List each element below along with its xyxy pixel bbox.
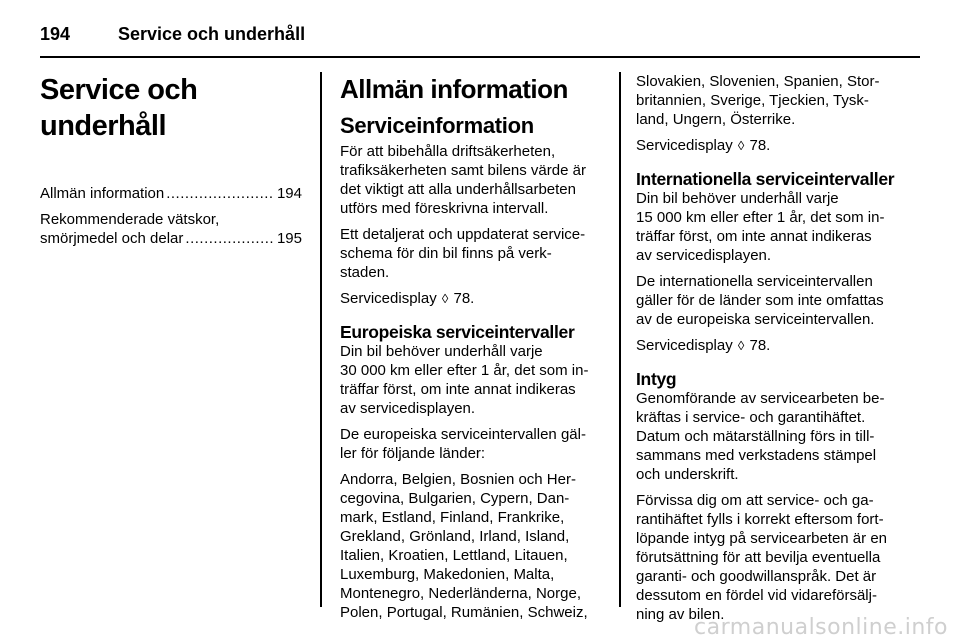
paragraph: För att bibehålla driftsäkerheten, trafiksäkerheten samt bilens värde är det viktigt att alla underhållsarbeten utförs med föreskrivna intervall. (340, 143, 586, 217)
paragraph: De internationella serviceintervallen gäller för de länder som inte omfattas av de europeiska serviceintervallen. (636, 273, 884, 328)
reference-text: Servicedisplay (636, 337, 733, 354)
paragraph: Din bil behöver underhåll varje 15 000 km eller efter 1 år, det som in- träffar först, om inte annat indikeras av servicedisplayen. (636, 190, 885, 264)
column-3 (636, 72, 902, 624)
toc-page: 194 (276, 185, 302, 202)
toc-label: Allmän information (40, 185, 165, 202)
reference-page: 78. (453, 290, 475, 307)
running-title: Service och underhåll (118, 24, 306, 44)
subsection-title: Serviceinformation (340, 113, 534, 138)
paragraph: Ett detaljerat och uppdaterat service- schema för din bil finns på verk- staden. (340, 226, 586, 281)
paragraph: De europeiska serviceintervallen gäl- ler för följande länder: (340, 426, 586, 462)
subsection-title: Intyg (636, 369, 677, 389)
cross-reference[interactable] (636, 336, 902, 355)
subsection-title: Internationella serviceintervaller (636, 169, 895, 189)
toc-label-line: Rekommenderade vätskor, (40, 211, 220, 228)
reference-arrow-icon: ◊ (737, 338, 745, 353)
reference-page: 78. (749, 137, 771, 154)
chapter-title: Service och underhåll (40, 74, 198, 142)
reference-text: Servicedisplay (636, 137, 733, 154)
column-1 (40, 72, 302, 255)
reference-page: 78. (749, 337, 771, 354)
header-rule (40, 56, 920, 58)
subsection-title: Europeiska serviceintervaller (340, 322, 575, 342)
paragraph: Genomförande av servicearbeten be- kräftas i service- och garantihäftet. Datum och mätarställning förs in till- sammans med verkstadens stämpel och underskrift. (636, 390, 885, 483)
watermark: carmanualsonline.info (694, 615, 948, 640)
country-list: Andorra, Belgien, Bosnien och Her- cegovina, Bulgarien, Cypern, Dan- mark, Estland, Finland, Frankrike, Grekland, Grönland, Irland, Island, Italien, Kroatien, Lettland, Litauen, Luxemburg, Makedonien, Malta, Montenegro, Nederländerna, Norge, Polen, Portugal, Rumänien, Schweiz, (340, 471, 588, 621)
column-divider (320, 72, 322, 607)
toc-entry[interactable] (40, 184, 302, 203)
paragraph: Förvissa dig om att service- och ga- rantihäftet fylls i korrekt eftersom fort- löpande intyg på servicearbeten är en förutsättning för att bevilja eventuella garanti- och goodwillanspråk. Det är dessutom en fördel vid vidareförsälj- ning av bilen. (636, 492, 888, 623)
page-header (40, 18, 920, 58)
column-2 (340, 72, 602, 622)
column-divider (619, 72, 621, 607)
toc-entry[interactable] (40, 210, 302, 248)
toc-leader-dots (185, 229, 275, 248)
cross-reference[interactable] (340, 289, 602, 308)
reference-arrow-icon: ◊ (737, 138, 745, 153)
section-heading: Allmän information (340, 74, 568, 104)
page-number: 194 (40, 24, 71, 44)
reference-text: Servicedisplay (340, 290, 437, 307)
toc-label: smörjmedel och delar (40, 230, 184, 247)
paragraph: Din bil behöver underhåll varje 30 000 km eller efter 1 år, det som in- träffar först, om inte annat indikeras av servicedisplayen. (340, 343, 589, 417)
table-of-contents (40, 184, 302, 248)
cross-reference[interactable] (636, 136, 902, 155)
toc-page: 195 (276, 230, 302, 247)
country-list-continued: Slovakien, Slovenien, Spanien, Stor- britannien, Sverige, Tjeckien, Tysk- land, Ungern, Österrike. (636, 73, 880, 128)
toc-leader-dots (166, 184, 275, 203)
reference-arrow-icon: ◊ (441, 291, 449, 306)
